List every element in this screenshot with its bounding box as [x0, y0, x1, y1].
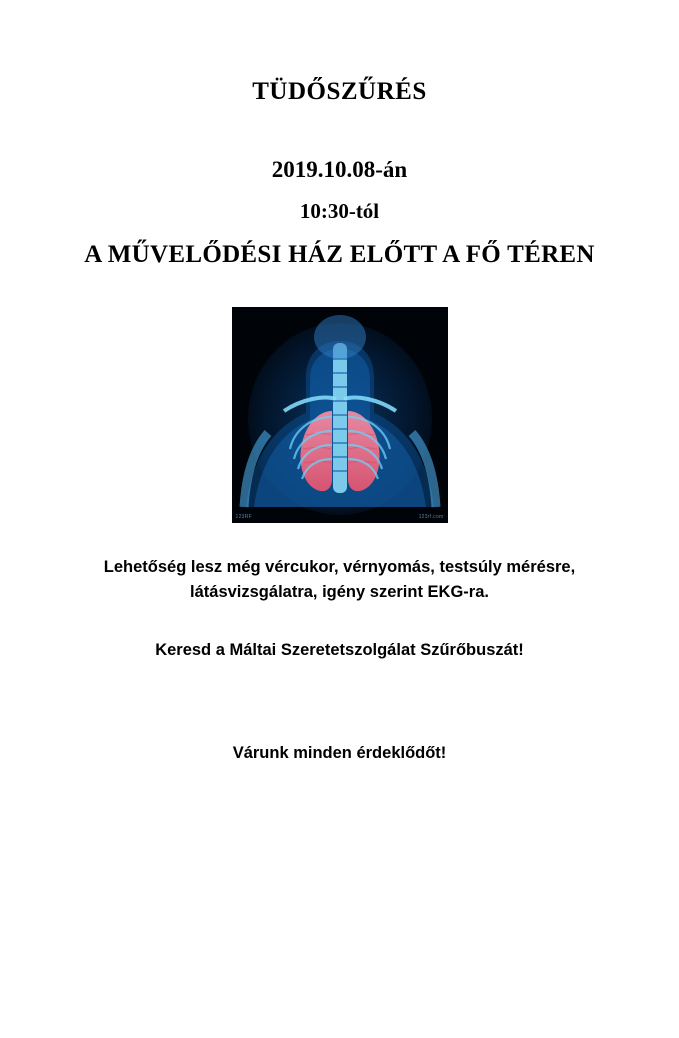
welcome-text: Várunk minden érdeklődőt! — [232, 744, 447, 763]
event-time: 10:30-tól — [299, 198, 380, 223]
event-location: A MŰVELŐDÉSI HÁZ ELŐTT A FŐ TÉREN — [84, 240, 595, 268]
poster-body — [0, 555, 679, 767]
services-text: Lehetőség lesz még vércukor, vérnyomás, testsúly mérésre, látásvizsgálatra, igény szerint EKG-ra. — [103, 557, 576, 602]
event-details — [0, 158, 679, 267]
chest-xray-lungs-illustration — [232, 307, 448, 523]
bus-text: Keresd a Máltai Szeretetszolgálat Szűrőbuszát! — [155, 640, 524, 659]
poster-page — [0, 78, 679, 1038]
image-watermark-left: 123RF — [235, 513, 253, 520]
page-title: TÜDŐSZŰRÉS — [252, 78, 427, 105]
event-date: 2019.10.08-án — [271, 156, 408, 182]
image-watermark-right: 123rf.com — [418, 513, 444, 520]
xray-graphic — [232, 307, 448, 523]
